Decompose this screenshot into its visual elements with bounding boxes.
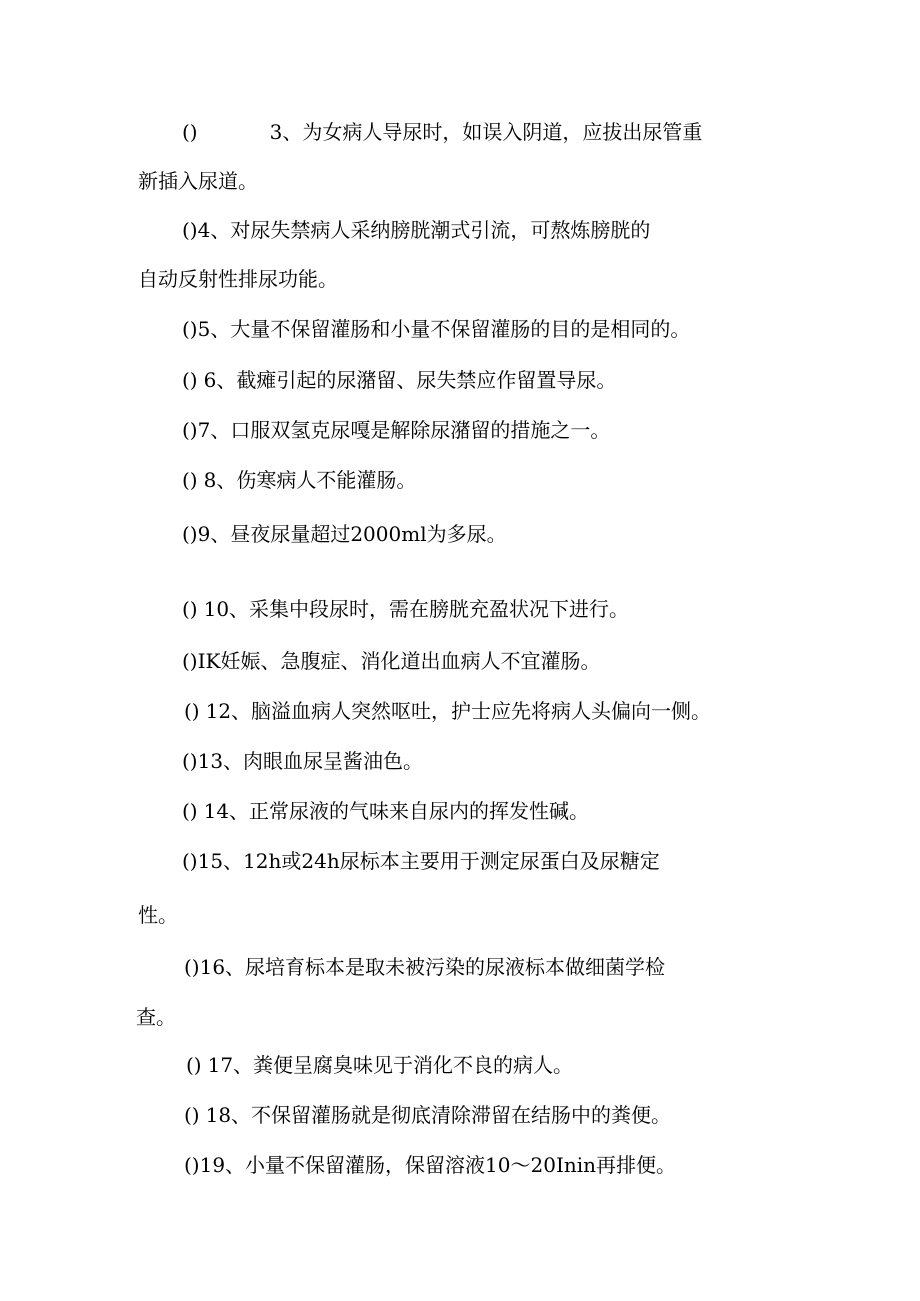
question-text: 17、粪便呈腐臭味见于消化不良的病人。 [207,1053,574,1077]
answer-blank: () [182,120,198,144]
answer-blank: () [182,468,198,492]
question-12 [184,697,711,725]
question-text: 16、尿培育标本是取未被污染的尿液标本做细菌学检 [199,955,666,979]
question-text: 5、大量不保留灌肠和小量不保留灌肠的目的是相同的。 [197,317,691,341]
answer-blank: () [184,1153,200,1177]
answer-blank: () [186,1053,202,1077]
question-text: 10、采集中段尿时，需在膀胱充盈状况下进行。 [203,597,630,621]
question-14 [182,797,589,825]
question-11 [182,647,600,675]
answer-blank: () [182,368,198,392]
question-10 [182,595,629,623]
answer-blank: () [182,799,198,823]
question-3-continuation: 新插入尿道。 [138,169,258,193]
question-7 [182,416,610,444]
answer-blank: () [184,1103,200,1127]
question-17 [186,1051,573,1079]
question-4 [182,216,650,244]
question-text: 7、口服双氢克尿嘎是解除尿潴留的措施之一。 [197,418,611,442]
question-text: 18、不保留灌肠就是彻底清除滞留在结肠中的粪便。 [205,1103,672,1127]
answer-blank: () [182,218,198,242]
answer-blank: () [182,418,198,442]
question-19 [184,1151,676,1179]
question-15 [182,847,660,875]
answer-blank: () [182,749,198,773]
question-text: 3、为女病人导尿时，如误入阴道，应拔出尿管重 [269,120,703,144]
question-text: 12、脑溢血病人突然呕吐，护士应先将病人头偏向一侧。 [205,699,712,723]
question-text: 6、截瘫引起的尿潴留、尿失禁应作留置导尿。 [203,368,617,392]
question-text: 14、正常尿液的气味来自尿内的挥发性碱。 [203,799,590,823]
answer-blank: () [182,522,198,546]
question-8 [182,466,416,494]
answer-blank: () [184,699,200,723]
question-15-continuation: 性。 [138,903,178,927]
question-text: 13、肉眼血尿呈酱油色。 [197,749,424,773]
question-text: 9、昼夜尿量超过2000ml为多尿。 [197,522,507,546]
answer-blank: () [182,849,198,873]
answer-blank: () [182,649,198,673]
question-text: 8、伤寒病人不能灌肠。 [203,468,417,492]
question-5 [182,315,690,343]
question-18 [184,1101,671,1129]
question-9 [182,520,507,548]
answer-blank: () [182,597,198,621]
question-3 [182,118,702,146]
question-text: 4、对尿失禁病人采纳膀胱潮式引流，可熬炼膀胱的 [197,218,651,242]
answer-blank: () [182,317,198,341]
answer-blank: () [184,955,200,979]
question-16 [184,953,665,981]
question-text: IK妊娠、急腹症、消化道出血病人不宜灌肠。 [197,649,601,673]
question-13 [182,747,423,775]
question-6 [182,366,616,394]
question-text: 15、12h或24h尿标本主要用于测定尿蛋白及尿糖定 [197,849,660,873]
question-4-continuation: 自动反射性排尿功能。 [138,267,338,291]
question-16-continuation: 查。 [136,1005,176,1029]
question-text: 19、小量不保留灌肠，保留溶液10～20Inin再排便。 [199,1153,677,1177]
